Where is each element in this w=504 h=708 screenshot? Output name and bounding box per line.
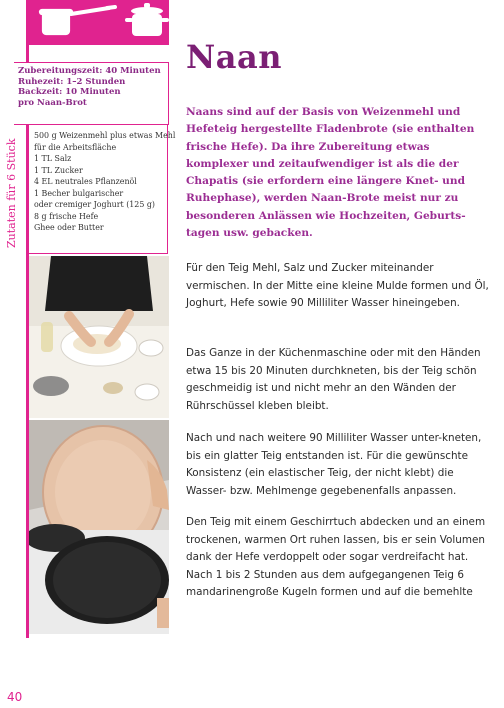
instruction-paragraph-3: Nach und nach weitere 90 Milliliter Wasser unter-kneten, bis ein glatter Teig entstanden ist. Für die gewünschte Konsistenz (ein elastischer Teig, der nicht klebt) die Wasser- bzw. Mehlmenge gegebenenfalls anpassen. [186,432,482,497]
instruction-paragraph-2: Das Ganze in der Küchenmaschine oder mit den Händen etwa 15 bis 20 Minuten durchkneten, bis der Teig schön geschmeidig ist und nicht mehr an den Wänden der Rührschüssel kleben bleibt. [186,347,481,412]
instruction-paragraph-1: Für den Teig Mehl, Salz und Zucker miteinander vermischen. In der Mitte eine kleine Mulde formen und Öl, Joghurt, Hefe sowie 90 Milliliter Wasser hineingeben. [186,262,489,310]
bake-time: Backzeit: 10 Minuten [18,87,121,98]
ingredient-line: Ghee oder Butter [34,223,104,232]
ingredient-line: für die Arbeitsfläche [34,142,117,152]
prep-time: Zubereitungszeit: 40 Minuten [18,66,161,76]
ingredient-line: 500 g Weizenmehl plus etwas Mehl [34,131,176,140]
per-bread-note: pro Naan-Brot [18,97,87,108]
timing-box [14,62,169,125]
saucepan-icon [40,7,115,34]
recipe-title: Naan [186,38,282,76]
ingredient-line: oder cremiger Joghurt (125 g) [34,200,155,209]
cooking-pot-icon [125,3,169,36]
ingredient-line: 8 g frische Hefe [34,211,99,221]
cookware-header-panel [29,0,169,45]
instruction-paragraph-4: Den Teig mit einem Geschirrtuch abdecken und an einem trockenen, warmen Ort ruhen lassen, bis er sein Volumen dank der Hefe verdoppelt oder sogar verdreifacht hat. Nach 1 bis 2 Stunden aus dem aufgegangenen Teig 6 mandarinengroße Kugeln formen und auf die bemehlte [186,516,486,599]
page-number: 40 [7,690,23,704]
ingredient-line: 1 Becher bulgarischer [34,188,124,198]
ingredient-line: 4 EL neutrales Pflanzenöl [34,177,137,186]
ingredient-line: 1 TL Zucker [34,165,83,175]
flatbread-on-stove-photo [29,420,169,634]
ingredients-box [29,124,176,254]
ingredients-heading [5,228,18,248]
ingredient-line: 1 TL Salz [34,154,72,163]
rest-time: Ruhezeit: 1–2 Stunden [18,76,126,87]
recipe-intro: Naans sind auf der Basis von Weizenmehl und Hefeteig hergestellte Fladenbrote (sie enthalten frische Hefe). Da ihre Zubereitung etwas komplexer und zeitaufwendiger ist als die der Chapatis (sie erfordern eine längere Knet- und Ruhephase), werden Naan-Brote meist nur zu besonderen Anlässen wie Hochzeiten, Geburts-tagen usw. gebacken. [186,106,475,240]
kneading-photo [29,256,169,418]
